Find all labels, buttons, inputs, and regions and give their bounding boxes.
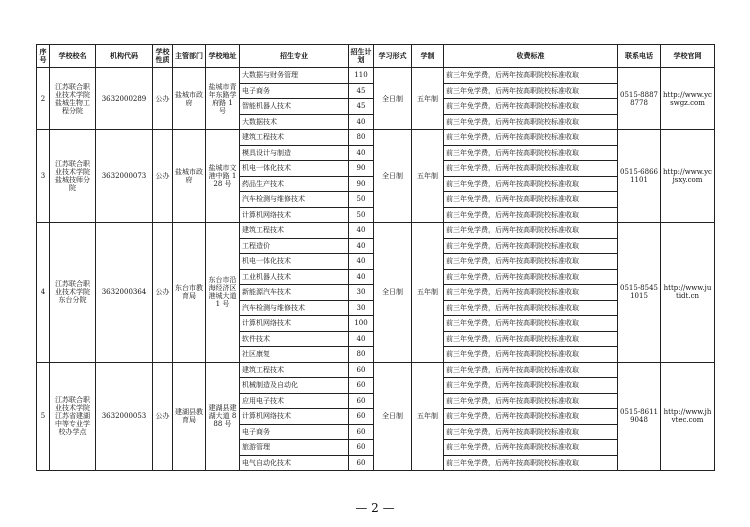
page-number: — 2 — [355, 501, 395, 515]
major-plan: 45 [349, 83, 374, 99]
school-website: http://www.ycswgz.com [661, 68, 715, 130]
major-fee: 前三年免学费，后两年按高职院校标准收取 [444, 83, 618, 99]
school-no: 5 [37, 362, 50, 471]
major-fee: 前三年免学费，后两年按高职院校标准收取 [444, 393, 618, 409]
major-fee: 前三年免学费，后两年按高职院校标准收取 [444, 130, 618, 146]
major-fee: 前三年免学费，后两年按高职院校标准收取 [444, 424, 618, 440]
major-name: 汽车检测与维修技术 [240, 192, 349, 208]
major-name: 建筑工程技术 [240, 130, 349, 146]
school-website: http://www.jhvtec.com [661, 362, 715, 471]
header-duration: 学制 [412, 45, 444, 68]
header-fee: 收费标准 [444, 45, 618, 68]
school-website: http://www.jutidt.cn [661, 223, 715, 363]
school-code: 3632000364 [96, 223, 153, 363]
major-fee: 前三年免学费，后两年按高职院校标准收取 [444, 68, 618, 84]
major-plan: 60 [349, 455, 374, 471]
major-name: 新能源汽车技术 [240, 285, 349, 301]
major-name: 工业机器人技术 [240, 269, 349, 285]
major-plan: 90 [349, 176, 374, 192]
major-plan: 60 [349, 393, 374, 409]
major-fee: 前三年免学费，后两年按高职院校标准收取 [444, 362, 618, 378]
major-fee: 前三年免学费，后两年按高职院校标准收取 [444, 114, 618, 130]
major-fee: 前三年免学费，后两年按高职院校标准收取 [444, 285, 618, 301]
header-plan: 招生计划 [349, 45, 374, 68]
table-row [37, 223, 715, 239]
school-name: 江苏联合职业技术学院江苏省建湖中等专业学校办学点 [50, 362, 96, 471]
school-code: 3632000289 [96, 68, 153, 130]
major-plan: 60 [349, 378, 374, 394]
major-fee: 前三年免学费，后两年按高职院校标准收取 [444, 455, 618, 471]
school-address: 盐城市文港中路 128 号 [206, 130, 240, 223]
school-phone: 0515-86119048 [618, 362, 661, 471]
header-website: 学校官网 [661, 45, 715, 68]
major-fee: 前三年免学费，后两年按高职院校标准收取 [444, 238, 618, 254]
major-name: 旅游管理 [240, 440, 349, 456]
header-code: 机构代码 [96, 45, 153, 68]
major-name: 计算机网络技术 [240, 316, 349, 332]
school-name: 江苏联合职业技术学院盐城技师分院 [50, 130, 96, 223]
major-fee: 前三年免学费，后两年按高职院校标准收取 [444, 316, 618, 332]
major-plan: 30 [349, 300, 374, 316]
major-plan: 60 [349, 409, 374, 425]
school-dept: 盐城市政府 [173, 68, 206, 130]
major-plan: 50 [349, 192, 374, 208]
school-nature: 公办 [153, 130, 173, 223]
header-school-name: 学校校名 [50, 45, 96, 68]
major-plan: 110 [349, 68, 374, 84]
school-dept: 盐城市政府 [173, 130, 206, 223]
major-plan: 40 [349, 254, 374, 270]
major-plan: 40 [349, 114, 374, 130]
header-nature: 学校性质 [153, 45, 173, 68]
major-fee: 前三年免学费，后两年按高职院校标准收取 [444, 192, 618, 208]
school-address: 盐城市青年东路学府路 1 号 [206, 68, 240, 130]
table-row [37, 130, 715, 146]
school-form: 全日制 [374, 362, 412, 471]
major-plan: 80 [349, 347, 374, 363]
major-name: 建筑工程技术 [240, 223, 349, 239]
major-fee: 前三年免学费，后两年按高职院校标准收取 [444, 378, 618, 394]
major-fee: 前三年免学费，后两年按高职院校标准收取 [444, 440, 618, 456]
major-fee: 前三年免学费，后两年按高职院校标准收取 [444, 145, 618, 161]
major-fee: 前三年免学费，后两年按高职院校标准收取 [444, 161, 618, 177]
school-address: 东台市沿海经济区港城大道 1 号 [206, 223, 240, 363]
header-address: 学校地址 [206, 45, 240, 68]
major-name: 机械制造及自动化 [240, 378, 349, 394]
school-code: 3632000073 [96, 130, 153, 223]
school-dept: 东台市教育局 [173, 223, 206, 363]
major-fee: 前三年免学费，后两年按高职院校标准收取 [444, 254, 618, 270]
header-phone: 联系电话 [618, 45, 661, 68]
major-name: 机电一体化技术 [240, 254, 349, 270]
school-duration: 五年制 [412, 130, 444, 223]
major-name: 药品生产技术 [240, 176, 349, 192]
school-form: 全日制 [374, 130, 412, 223]
major-name: 应用电子技术 [240, 393, 349, 409]
major-plan: 80 [349, 130, 374, 146]
major-name: 社区康复 [240, 347, 349, 363]
major-plan: 60 [349, 424, 374, 440]
enrollment-table [36, 44, 715, 471]
header-dept: 主管部门 [173, 45, 206, 68]
major-plan: 40 [349, 238, 374, 254]
school-nature: 公办 [153, 223, 173, 363]
major-plan: 60 [349, 440, 374, 456]
header-form: 学习形式 [374, 45, 412, 68]
major-plan: 40 [349, 223, 374, 239]
major-name: 电子商务 [240, 83, 349, 99]
major-fee: 前三年免学费，后两年按高职院校标准收取 [444, 331, 618, 347]
school-nature: 公办 [153, 68, 173, 130]
major-plan: 50 [349, 207, 374, 223]
school-address: 建湖县建湖大道 888 号 [206, 362, 240, 471]
major-name: 电子商务 [240, 424, 349, 440]
school-phone: 0515-88878778 [618, 68, 661, 130]
major-plan: 90 [349, 161, 374, 177]
major-plan: 40 [349, 269, 374, 285]
school-nature: 公办 [153, 362, 173, 471]
table-row [37, 362, 715, 378]
major-plan: 60 [349, 362, 374, 378]
major-plan: 30 [349, 285, 374, 301]
school-duration: 五年制 [412, 362, 444, 471]
school-duration: 五年制 [412, 223, 444, 363]
major-fee: 前三年免学费，后两年按高职院校标准收取 [444, 269, 618, 285]
major-plan: 45 [349, 99, 374, 115]
major-fee: 前三年免学费，后两年按高职院校标准收取 [444, 347, 618, 363]
header-row [37, 45, 715, 68]
school-form: 全日制 [374, 223, 412, 363]
major-plan: 40 [349, 331, 374, 347]
school-code: 3632000053 [96, 362, 153, 471]
school-phone: 0515-68661101 [618, 130, 661, 223]
major-name: 软件技术 [240, 331, 349, 347]
school-no: 3 [37, 130, 50, 223]
major-name: 智能机器人技术 [240, 99, 349, 115]
major-fee: 前三年免学费，后两年按高职院校标准收取 [444, 99, 618, 115]
major-name: 大数据技术 [240, 114, 349, 130]
major-name: 工程造价 [240, 238, 349, 254]
major-plan: 40 [349, 145, 374, 161]
major-name: 机电一体化技术 [240, 161, 349, 177]
major-fee: 前三年免学费，后两年按高职院校标准收取 [444, 223, 618, 239]
major-name: 大数据与财务管理 [240, 68, 349, 84]
major-fee: 前三年免学费，后两年按高职院校标准收取 [444, 176, 618, 192]
school-no: 2 [37, 68, 50, 130]
major-fee: 前三年免学费，后两年按高职院校标准收取 [444, 300, 618, 316]
header-major: 招生专业 [240, 45, 349, 68]
major-name: 模具设计与制造 [240, 145, 349, 161]
major-name: 汽车检测与维修技术 [240, 300, 349, 316]
table-row [37, 68, 715, 84]
school-name: 江苏联合职业技术学院盐城生物工程分院 [50, 68, 96, 130]
school-name: 江苏联合职业技术学院东台分院 [50, 223, 96, 363]
header-no: 序号 [37, 45, 50, 68]
major-name: 计算机网络技术 [240, 207, 349, 223]
major-name: 电气自动化技术 [240, 455, 349, 471]
school-dept: 建湖县教育局 [173, 362, 206, 471]
major-fee: 前三年免学费，后两年按高职院校标准收取 [444, 409, 618, 425]
school-form: 全日制 [374, 68, 412, 130]
school-duration: 五年制 [412, 68, 444, 130]
school-no: 4 [37, 223, 50, 363]
major-name: 计算机网络技术 [240, 409, 349, 425]
major-fee: 前三年免学费，后两年按高职院校标准收取 [444, 207, 618, 223]
major-name: 建筑工程技术 [240, 362, 349, 378]
school-phone: 0515-85451015 [618, 223, 661, 363]
school-website: http://www.ycjsxy.com [661, 130, 715, 223]
major-plan: 100 [349, 316, 374, 332]
